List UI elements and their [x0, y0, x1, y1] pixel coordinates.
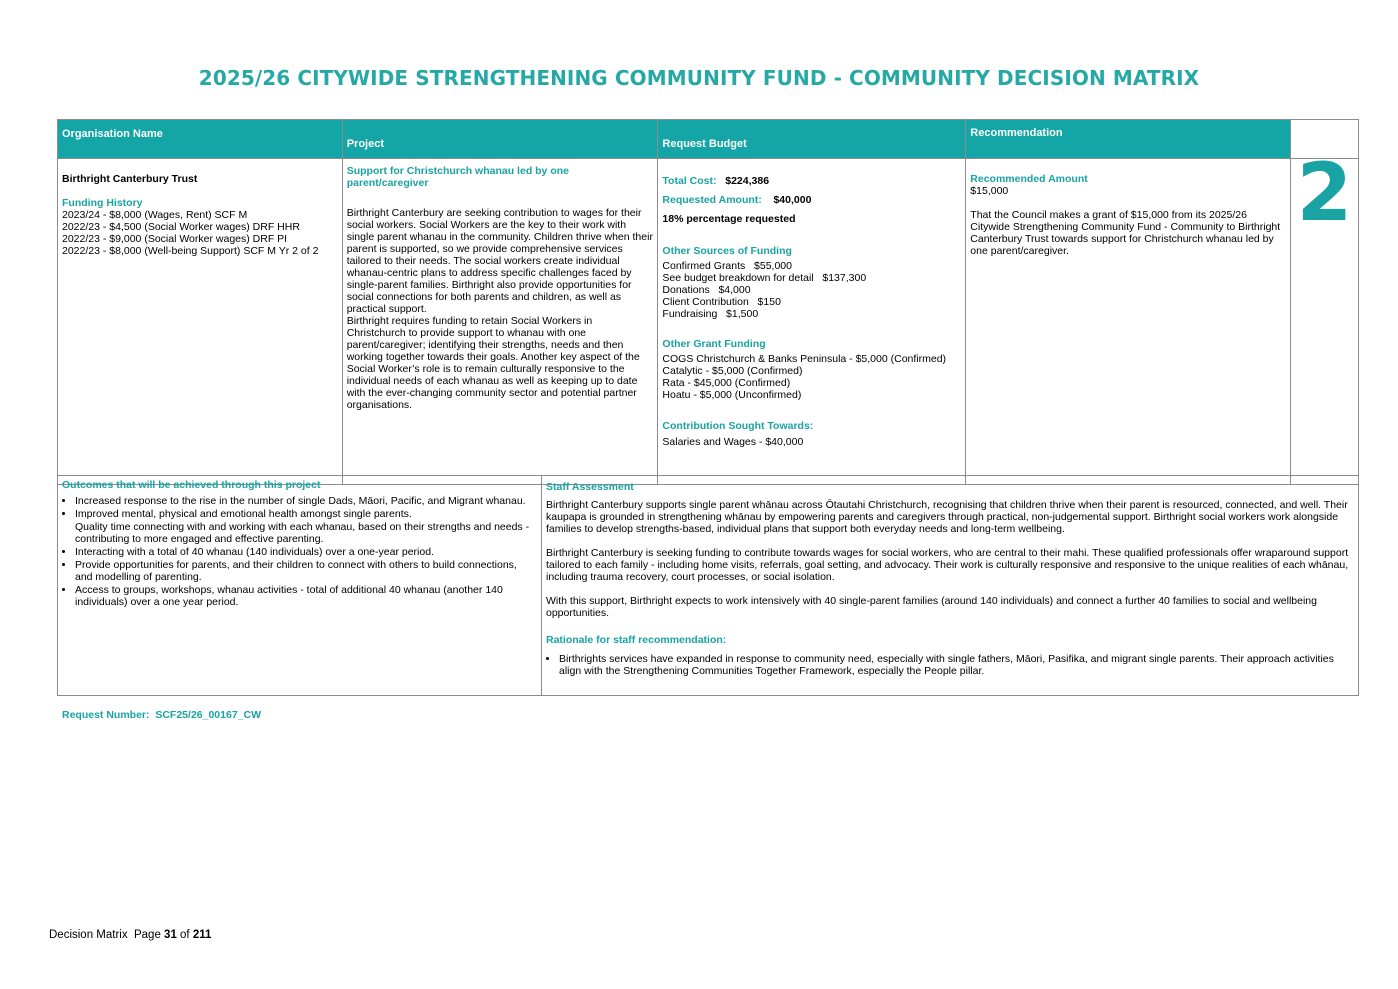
assessment-section	[57, 475, 1359, 696]
page-footer	[49, 929, 211, 941]
decision-matrix-table	[57, 119, 1359, 485]
list-item: • Improved mental, physical and emotional health amongst single parents.	[75, 508, 537, 520]
table-header-row	[58, 120, 1359, 159]
budget-cell	[658, 159, 966, 485]
footer-page-number: 31	[164, 929, 177, 941]
outcomes-label: Outcomes that will be achieved through this project	[62, 479, 321, 491]
header-recommendation: Recommendation	[966, 120, 1291, 159]
other-grant-item: Rata - $45,000 (Confirmed)	[662, 377, 791, 389]
total-cost-label: Total Cost:	[662, 175, 717, 187]
requested-amount-label: Requested Amount:	[662, 194, 762, 206]
staff-assessment-para: Birthright Canterbury is seeking funding to contribute towards wages for social workers, who are central to their mahi. These qualified professionals offer wraparound support tailored to each family - including home visits, referrals, goal setting, and advocacy. Their work is culturally responsive and responsive to the unique realities of each whānau, including trauma recovery, court processes, or social isolation.	[546, 547, 1349, 583]
funding-history-label: Funding History	[62, 197, 143, 209]
priority-number: 2	[1296, 146, 1353, 239]
recommendation-cell	[966, 159, 1291, 485]
recommended-amount-value: $15,000	[970, 185, 1009, 197]
header-organisation: Organisation Name	[58, 120, 343, 159]
list-item: Quality time connecting with and working with each whanau, based on their strengths and needs - contributing to more engaged and effective parenting.	[75, 521, 530, 545]
funding-history-item: 2022/23 - $9,000 (Social Worker wages) DRF PI	[62, 233, 288, 245]
percentage-requested: 18% percentage requested	[662, 213, 796, 225]
list-item: • Birthrights services have expanded in response to community need, especially with single fathers, Māori, Pasifika, and migrant single parents. Their approach activities align with the Strengthening Communities Together Framework, especially the People pillar.	[559, 653, 1354, 677]
project-cell	[342, 159, 658, 485]
staff-assessment-label: Staff Assessment	[546, 481, 634, 493]
other-grant-label: Other Grant Funding	[662, 338, 766, 350]
project-title: Support for Christchurch whanau led by one parent/caregiver	[346, 165, 569, 189]
footer-of: of	[176, 929, 193, 941]
other-grant-item: Catalytic - $5,000 (Confirmed)	[662, 365, 803, 377]
header-project: Project	[342, 120, 658, 159]
funding-history-item: 2022/23 - $8,000 (Well-being Support) SCF M Yr 2 of 2	[62, 245, 319, 257]
staff-assessment-para: Birthright Canterbury supports single parent whānau across Ōtautahi Christchurch, recognising that children thrive when their parent is resourced, connected, and well. Their kaupapa is grounded in strengthening whānau by empowering parents and caregivers through practical, non-judgemental support. Birthright social workers work alongside families to develop strengths-based, individual plans that support both everyday needs and long-term wellbeing.	[546, 499, 1348, 535]
priority-cell	[1291, 146, 1359, 485]
project-description-2: Birthright requires funding to retain Social Workers in Christchurch to provide support to whanau with one parent/caregiver; identifying their strengths, needs and then working together towards their goals. Another key aspect of the Social Worker’s role is to remain culturally responsive to the individual needs of each whanau as well as keeping up to date with the ever-changing community sector and potential partner organisations.	[346, 315, 640, 411]
outcomes-panel	[58, 476, 542, 695]
other-source-item: Confirmed Grants $55,000	[662, 260, 792, 272]
page-title: 2025/26 CITYWIDE STRENGTHENING COMMUNITY FUND - COMMUNITY DECISION MATRIX	[198, 66, 1200, 90]
footer-total-pages: 211	[192, 929, 212, 941]
other-source-item: Client Contribution $150	[662, 296, 781, 308]
requested-amount-value: $40,000	[773, 194, 812, 206]
funding-history-item: 2022/23 - $4,500 (Social Worker wages) DRF HHR	[62, 221, 300, 233]
request-number: Request Number: SCF25/26_00167_CW	[62, 709, 261, 721]
other-grant-item: Hoatu - $5,000 (Unconfirmed)	[662, 389, 802, 401]
other-source-item: Fundraising $1,500	[662, 308, 759, 320]
rationale-label: Rationale for staff recommendation:	[546, 634, 727, 646]
list-item: • Increased response to the rise in the number of single Dads, Māori, Pacific, and Migrant whanau.	[75, 495, 537, 507]
other-grant-item: COGS Christchurch & Banks Peninsula - $5,000 (Confirmed)	[662, 353, 947, 365]
recommendation-text: That the Council makes a grant of $15,000 from its 2025/26 Citywide Strengthening Community Fund - Community to Birthright Canterbury Trust towards support for Christchurch whanau led by one parent/caregiver.	[970, 209, 1281, 257]
total-cost-value: $224,386	[725, 175, 770, 187]
other-source-item: Donations $4,000	[662, 284, 751, 296]
outcomes-list	[62, 495, 537, 608]
organisation-cell	[58, 159, 343, 485]
organisation-name: Birthright Canterbury Trust	[62, 173, 198, 185]
contribution-value: Salaries and Wages - $40,000	[662, 436, 804, 448]
header-request-budget: Request Budget	[658, 120, 966, 159]
list-item: • Interacting with a total of 40 whanau (140 individuals) over a one-year period.	[75, 546, 537, 558]
contribution-label: Contribution Sought Towards:	[662, 420, 814, 432]
table-row	[58, 159, 1359, 485]
other-sources-label: Other Sources of Funding	[662, 245, 792, 257]
footer-prefix: Decision Matrix Page	[49, 929, 165, 941]
staff-assessment-para: With this support, Birthright expects to work intensively with 40 single-parent families (around 140 individuals) and connect a further 40 families to social and wellbeing opportunities.	[546, 595, 1317, 619]
other-source-item: See budget breakdown for detail $137,300	[662, 272, 867, 284]
recommended-amount-label: Recommended Amount	[970, 173, 1088, 185]
funding-history-item: 2023/24 - $8,000 (Wages, Rent) SCF M	[62, 209, 248, 221]
project-description-1: Birthright Canterbury are seeking contribution to wages for their social workers. Social Workers are the key to their work with single parent whanau in the community. Children thrive when their parent is supported, so we provide comprehensive services tailored to their needs. The social workers create individual whanau-centric plans to address specific challenges faced by single-parent families. Birthright also provide opportunities for social connections for both parents and children, as well as practical support.	[346, 207, 653, 315]
staff-assessment-panel	[542, 476, 1358, 695]
list-item: • Access to groups, workshops, whanau activities - total of additional 40 whanau (another 140 individuals) over a one year period.	[75, 584, 537, 608]
rationale-list	[546, 653, 1354, 677]
list-item: • Provide opportunities for parents, and their children to connect with others to build connections, and modelling of parenting.	[75, 559, 537, 583]
